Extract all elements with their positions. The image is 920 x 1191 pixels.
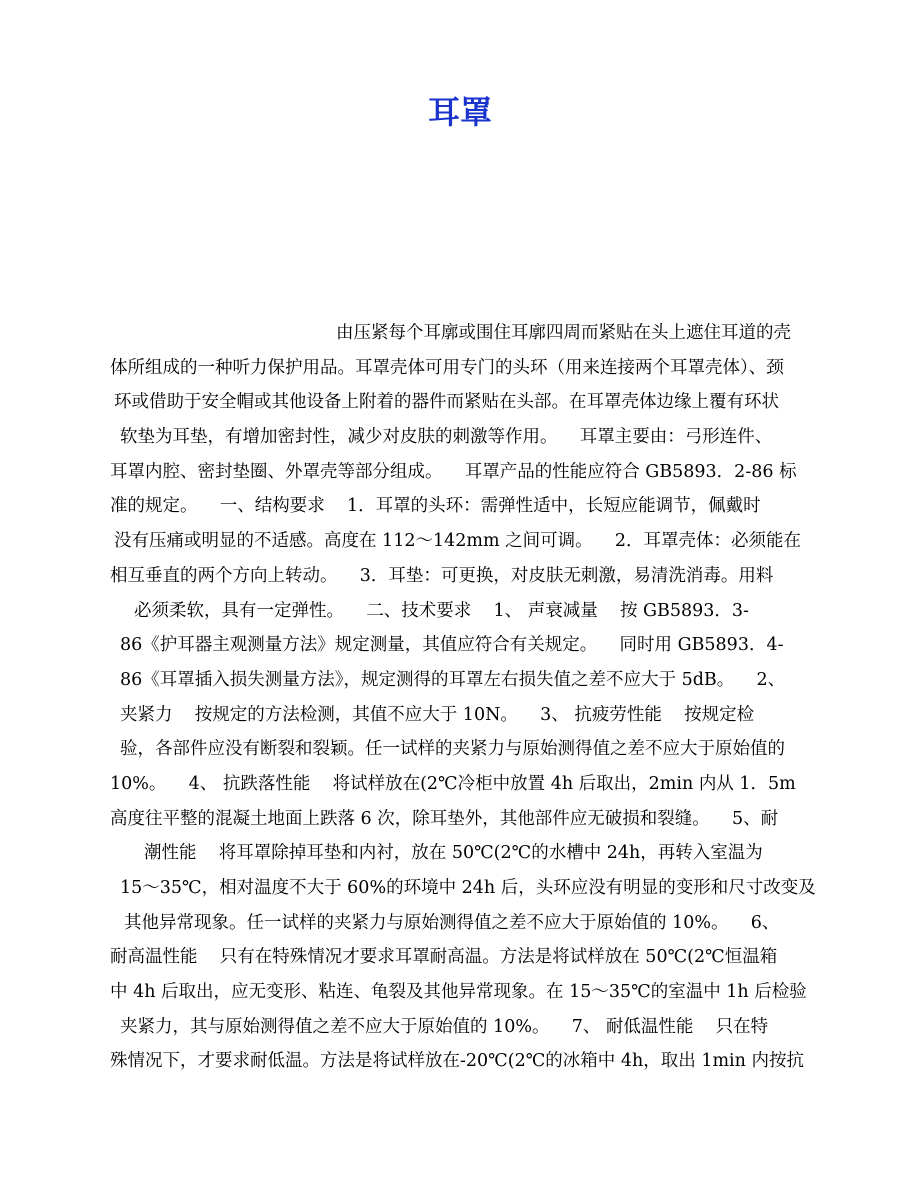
body-line: 夹紧力，其与原始测得值之差不应大于原始值的 10%。 7、 耐低温性能 只在特 bbox=[120, 1016, 769, 1037]
body-line: 体所组成的一种听力保护用品。耳罩壳体可用专门的头环（用来连接两个耳罩壳体）、颈 bbox=[110, 357, 784, 378]
body-line: 软垫为耳垫，有增加密封性，减少对皮肤的刺激等作用。 耳罩主要由：弓形连件、 bbox=[120, 427, 773, 448]
body-line: 夹紧力 按规定的方法检测，其值不应大于 10N。 3、 抗疲劳性能 按规定检 bbox=[120, 704, 755, 725]
document-title: 耳罩 bbox=[427, 93, 492, 131]
body-line: 验，各部件应没有断裂和裂颖。任一试样的夹紧力与原始测得值之差不应大于原始值的 bbox=[120, 739, 785, 760]
body-line: 必须柔软，具有一定弹性。 二、技术要求 1、 声衰减量 按 GB5893．3- bbox=[134, 600, 749, 621]
body-line: 其他异常现象。任一试样的夹紧力与原始测得值之差不应大于原始值的 10%。 6、 bbox=[124, 912, 780, 933]
body-line: 潮性能 将耳罩除掉耳垫和内衬，放在 50℃(2℃的水槽中 24h，再转入室温为 bbox=[144, 843, 763, 864]
body-line: 由压紧每个耳廓或围住耳廓四周而紧贴在头上遮住耳道的壳 bbox=[336, 323, 791, 343]
body-line: 10%。 4、 抗跌落性能 将试样放在(2℃冷柜中放置 4h 后取出，2min 内从 1．5m bbox=[110, 773, 796, 794]
body-line: 中 4h 后取出，应无变形、粘连、龟裂及其他异常现象。在 15～35℃的室温中 1h 后检验 bbox=[110, 982, 807, 1003]
body-line: 高度往平整的混凝土地面上跌落 6 次，除耳垫外，其他部件应无破损和裂缝。 5、耐 bbox=[110, 808, 779, 829]
body-line: 耳罩内腔、密封垫圈、外罩壳等部分组成。 耳罩产品的性能应符合 GB5893．2-86 标 bbox=[110, 461, 797, 482]
body-line: 环或借助于安全帽或其他设备上附着的器件而紧贴在头部。在耳罩壳体边缘上覆有环状 bbox=[114, 392, 779, 413]
body-line: 86《护耳器主观测量方法》规定测量，其值应符合有关规定。 同时用 GB5893．4- bbox=[120, 635, 784, 656]
body-line: 15～35℃，相对温度不大于 60%的环境中 24h 后，头环应没有明显的变形和尺寸改变及 bbox=[120, 878, 816, 898]
body-line: 相互垂直的两个方向上转动。 3．耳垫：可更换，对皮肤无刺激，易清洗消毒。用料 bbox=[110, 565, 774, 586]
body-line: 没有压痛或明显的不适感。高度在 112～142mm 之间可调。 2．耳罩壳体：必须能在 bbox=[114, 531, 802, 552]
document-body bbox=[110, 316, 816, 1079]
body-line: 86《耳罩插入损失测量方法》，规定测得的耳罩左右损失值之差不应大于 5dB。 2、 bbox=[120, 669, 786, 690]
body-line: 耐高温性能 只有在特殊情况才要求耳罩耐高温。方法是将试样放在 50℃(2℃恒温箱 bbox=[110, 947, 778, 968]
body-line: 准的规定。 一、结构要求 1．耳罩的头环：需弹性适中，长短应能调节，佩戴时 bbox=[110, 496, 761, 517]
body-line: 殊情况下，才要求耐低温。方法是将试样放在-20℃(2℃的冰箱中 4h，取出 1min 内按抗 bbox=[110, 1051, 804, 1072]
